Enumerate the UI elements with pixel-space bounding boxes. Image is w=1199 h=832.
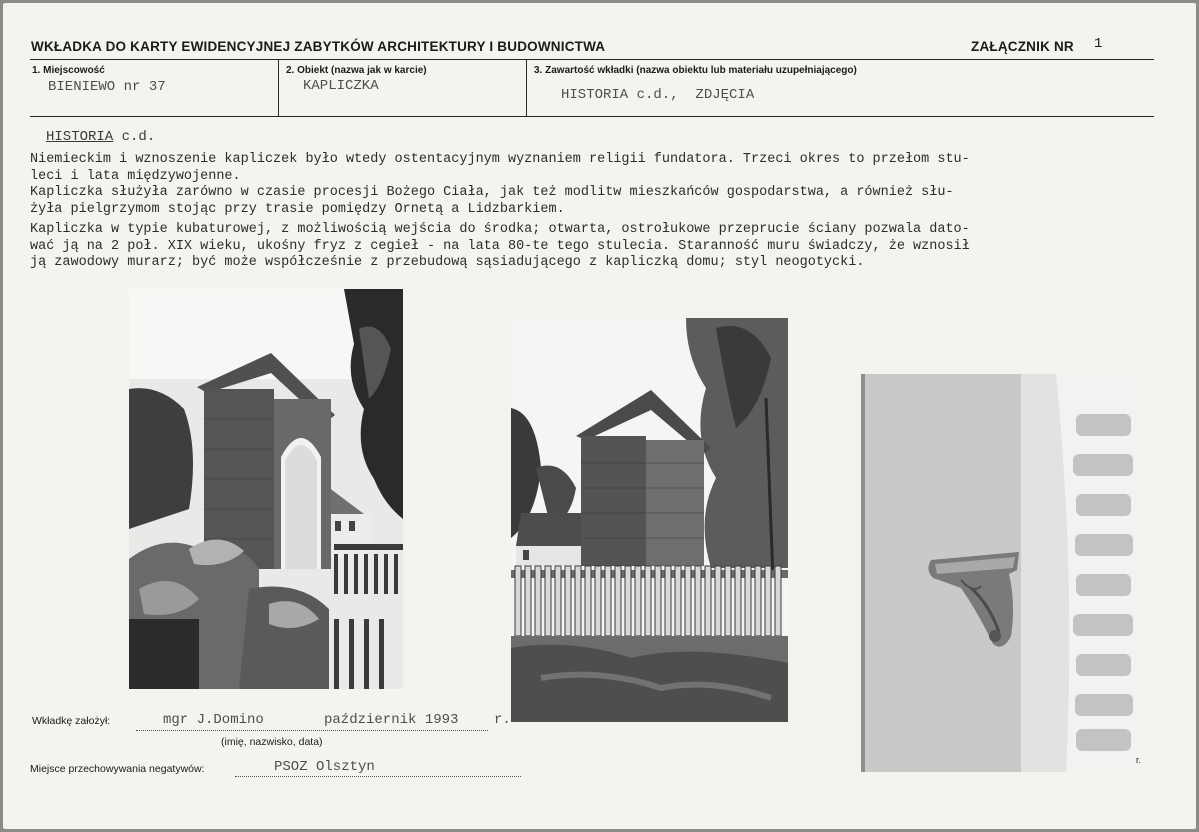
- photo-chapel-front: [129, 289, 403, 689]
- history-line: Niemieckim i wznoszenie kapliczek było wtedy ostentacyjnym wyznaniem religii fundatora. Trzeci okres to przełom stu-: [30, 152, 970, 167]
- inventory-card: [3, 3, 1196, 829]
- photo-console-detail: [861, 374, 1136, 772]
- field-divider-1: [278, 60, 279, 117]
- field-label-locality: 1. Miejscowość: [32, 65, 105, 76]
- card-title: WKŁADKA DO KARTY EWIDENCYJNEJ ZABYTKÓW ARCHITEKTURY I BUDOWNICTWA: [31, 39, 606, 54]
- corner-mark: r.: [1136, 755, 1142, 765]
- annex-label: ZAŁĄCZNIK NR: [971, 39, 1074, 54]
- section-heading-suffix: c.d.: [113, 129, 156, 145]
- author-value: mgr J.Domino: [163, 712, 264, 728]
- section-heading: [46, 129, 155, 145]
- storage-dotted-line: [235, 776, 521, 777]
- author-dotted-line: [136, 730, 488, 731]
- history-line: ją zawodowy murarz; być może współcześnie z przebudową sąsiadującego z kapliczką domu; styl neogotycki.: [30, 255, 865, 270]
- storage-value: PSOZ Olsztyn: [274, 759, 375, 775]
- photo-chapel-fence: [511, 318, 788, 722]
- history-line: leci i lata międzywojenne.: [30, 168, 241, 184]
- history-line: Kapliczka w typie kubaturowej, z możliwością wejścia do środka; otwarta, ostrołukowe przeprucie ściany pozwala dato-: [30, 222, 970, 237]
- field-value-locality: BIENIEWO nr 37: [48, 79, 166, 95]
- storage-label: Miejsce przechowywania negatywów:: [30, 763, 205, 775]
- year-suffix: r.: [494, 712, 511, 728]
- field-label-object: 2. Obiekt (nazwa jak w karcie): [286, 65, 427, 76]
- date-value: październik 1993: [324, 712, 459, 728]
- author-hint: (imię, nazwisko, data): [221, 736, 323, 748]
- history-line: Kapliczka służyła zarówno w czasie procesji Bożego Ciała, jak też modlitw mieszkańców gospodarstwa, a również słu-: [30, 185, 954, 200]
- annex-number: 1: [1094, 36, 1103, 52]
- history-text: [30, 152, 1178, 272]
- header-rule-bottom: [30, 116, 1154, 117]
- header-rule-top: [30, 59, 1154, 60]
- field-value-contents: HISTORIA c.d., ZDJĘCIA: [561, 87, 755, 103]
- field-divider-2: [526, 60, 527, 117]
- section-heading-text: HISTORIA: [46, 129, 114, 145]
- field-label-contents: 3. Zawartość wkładki (nazwa obiektu lub materiału uzupełniającego): [534, 65, 857, 76]
- history-line: wać ją na 2 poł. XIX wieku, ukośny fryz z cegieł - na lata 80-te tego stulecia. Staranność muru świadczy, że wznosił: [30, 238, 970, 254]
- author-label: Wkładkę założył:: [32, 715, 111, 727]
- field-value-object: KAPLICZKA: [303, 78, 379, 94]
- history-line: żyła pielgrzymom stojąc przy trasie pomiędzy Ornetą a Lidzbarkiem.: [30, 201, 565, 217]
